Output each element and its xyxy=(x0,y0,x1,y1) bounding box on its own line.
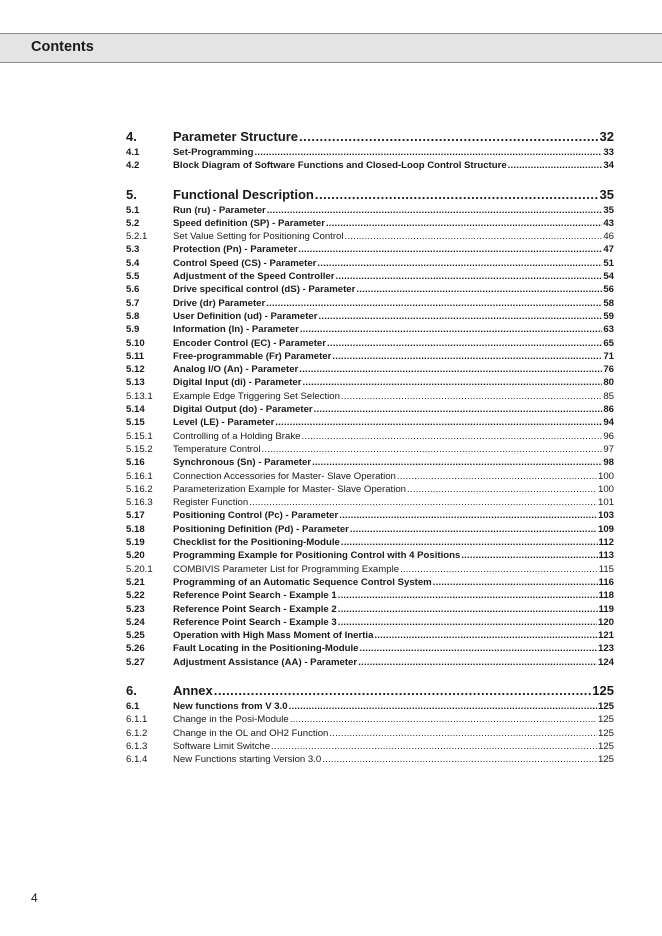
toc-entry[interactable] xyxy=(126,563,614,576)
toc-entry[interactable] xyxy=(126,713,614,726)
entry-page: 86 xyxy=(603,404,614,416)
entry-title: COMBIVIS Parameter List for Programming Example xyxy=(173,563,400,575)
entry-title: Change in the OL and OH2 Function xyxy=(173,727,329,739)
toc-entry[interactable] xyxy=(126,456,614,469)
toc-entry[interactable] xyxy=(126,217,614,230)
entry-number: 5.14 xyxy=(126,404,145,416)
entry-page: 85 xyxy=(603,390,614,402)
toc-entry[interactable] xyxy=(126,536,614,549)
entry-title: Programming of an Automatic Sequence Control System xyxy=(173,576,432,588)
entry-title: Change in the Posi-Module xyxy=(173,714,289,726)
toc-entry[interactable] xyxy=(126,443,614,456)
toc-entry[interactable] xyxy=(126,430,614,443)
dot-leader xyxy=(358,656,597,669)
entry-title: Operation with High Mass Moment of Inertia xyxy=(173,630,374,642)
entry-number: 5.23 xyxy=(126,603,145,615)
dot-leader xyxy=(350,523,597,536)
dot-leader xyxy=(338,589,598,602)
entry-number: 5.16 xyxy=(126,457,145,469)
entry-page: 65 xyxy=(603,337,614,349)
toc-section xyxy=(126,186,614,669)
page-title: Contents xyxy=(31,39,94,55)
dot-leader xyxy=(359,642,597,655)
dot-leader xyxy=(255,146,603,159)
dot-leader xyxy=(339,509,597,522)
entry-page: 100 xyxy=(597,483,614,495)
dot-leader xyxy=(341,536,598,549)
toc-entry[interactable] xyxy=(126,523,614,536)
dot-leader xyxy=(338,616,597,629)
entry-title: Functional Description xyxy=(173,186,314,202)
entry-title: Positioning Control (Pc) - Parameter xyxy=(173,510,339,522)
entry-title: Controlling of a Holding Brake xyxy=(173,430,301,442)
entry-page: 46 xyxy=(603,231,614,243)
entry-page: 123 xyxy=(597,643,614,655)
entry-page: 51 xyxy=(603,257,614,269)
dot-leader xyxy=(327,337,602,350)
toc-entry[interactable] xyxy=(126,549,614,562)
entry-page: 94 xyxy=(603,417,614,429)
toc-entry[interactable] xyxy=(126,740,614,753)
entry-page: 125 xyxy=(592,682,614,698)
entry-title: Analog I/O (An) - Parameter xyxy=(173,364,299,376)
entry-page: 35 xyxy=(603,204,614,216)
entry-number: 6.1.1 xyxy=(126,714,148,726)
entry-title: Positioning Definition (Pd) - Parameter xyxy=(173,523,349,535)
entry-title: Parameter Structure xyxy=(173,129,298,144)
dot-leader xyxy=(326,217,602,230)
entry-title: Speed definition (SP) - Parameter xyxy=(173,217,325,229)
entry-number: 5.4 xyxy=(126,257,140,269)
entry-title: Digital Output (do) - Parameter xyxy=(173,404,313,416)
dot-leader xyxy=(332,350,602,363)
dot-leader xyxy=(271,740,597,753)
entry-page: 116 xyxy=(598,576,614,588)
entry-page: 101 xyxy=(597,497,614,509)
dot-leader xyxy=(407,483,597,496)
dot-leader xyxy=(433,576,598,589)
toc-entry[interactable] xyxy=(126,283,614,296)
entry-page: 113 xyxy=(598,550,614,562)
dot-leader xyxy=(374,629,597,642)
entry-page: 118 xyxy=(598,590,614,602)
entry-page: 96 xyxy=(603,430,614,442)
entry-title: Set-Programming xyxy=(173,147,254,158)
dot-leader xyxy=(315,186,599,203)
entry-title: Block Diagram of Software Functions and Closed-Loop Control Structure xyxy=(173,160,507,172)
toc-entry[interactable] xyxy=(126,753,614,766)
entry-number: 5.10 xyxy=(126,337,145,349)
entry-title: Temperature Control xyxy=(173,443,261,455)
entry-title: Run (ru) - Parameter xyxy=(173,204,266,216)
entry-page: 120 xyxy=(597,616,614,628)
toc-chapter-heading[interactable] xyxy=(126,128,614,145)
entry-number: 5.15.1 xyxy=(126,430,153,442)
toc-entry[interactable] xyxy=(126,496,614,509)
entry-page: 115 xyxy=(598,563,614,575)
entry-number: 5.26 xyxy=(126,643,145,655)
entry-page: 125 xyxy=(597,740,614,752)
dot-leader xyxy=(290,713,597,726)
entry-title: Parameterization Example for Master- Slave Operation xyxy=(173,483,407,495)
toc-section xyxy=(126,682,614,766)
toc-entry[interactable] xyxy=(126,376,614,389)
entry-title: Set Value Setting for Positioning Control xyxy=(173,231,344,243)
entry-number: 5.5 xyxy=(126,271,140,283)
entry-title: Reference Point Search - Example 1 xyxy=(173,590,337,602)
dot-leader xyxy=(336,270,603,283)
dot-leader xyxy=(214,682,592,699)
entry-page: 34 xyxy=(603,160,614,172)
entry-page: 33 xyxy=(603,147,614,158)
entry-title: Reference Point Search - Example 3 xyxy=(173,616,337,628)
toc-entry[interactable] xyxy=(126,323,614,336)
entry-number: 5.17 xyxy=(126,510,145,522)
entry-number: 5.16.3 xyxy=(126,497,153,509)
entry-title: User Definition (ud) - Parameter xyxy=(173,310,318,322)
toc-entry[interactable] xyxy=(126,700,614,713)
dot-leader xyxy=(312,456,602,469)
entry-title: Encoder Control (EC) - Parameter xyxy=(173,337,326,349)
entry-page: 35 xyxy=(599,186,614,202)
entry-page: 54 xyxy=(603,271,614,283)
entry-page: 80 xyxy=(603,377,614,389)
dot-leader xyxy=(301,430,602,443)
toc-entry[interactable] xyxy=(126,470,614,483)
entry-page: 112 xyxy=(598,537,614,549)
entry-number: 6.1.4 xyxy=(126,754,148,766)
dot-leader xyxy=(344,230,602,243)
entry-page: 47 xyxy=(603,244,614,256)
entry-page: 125 xyxy=(597,754,614,766)
entry-title: Drive (dr) Parameter xyxy=(173,297,266,309)
entry-page: 109 xyxy=(597,523,614,535)
entry-number: 5.2 xyxy=(126,217,140,229)
toc-chapter-heading[interactable] xyxy=(126,682,614,699)
entry-number: 5.15.2 xyxy=(126,443,153,455)
entry-page: 32 xyxy=(599,129,614,144)
entry-title: Adjustment Assistance (AA) - Parameter xyxy=(173,656,358,668)
entry-title: Fault Locating in the Positioning-Module xyxy=(173,643,359,655)
toc-entry[interactable] xyxy=(126,416,614,429)
toc-entry[interactable] xyxy=(126,576,614,589)
entry-number: 5.12 xyxy=(126,364,145,376)
entry-title: Checklist for the Positioning-Module xyxy=(173,537,340,549)
entry-title: Connection Accessories for Master- Slave Operation xyxy=(173,470,396,482)
dot-leader xyxy=(275,416,602,429)
dot-leader xyxy=(338,603,598,616)
toc-entry[interactable] xyxy=(126,603,614,616)
entry-page: 103 xyxy=(597,510,614,522)
entry-title: Example Edge Triggering Set Selection xyxy=(173,390,340,402)
toc-entry[interactable] xyxy=(126,656,614,669)
dot-leader xyxy=(356,283,602,296)
toc-chapter-heading[interactable] xyxy=(126,186,614,203)
entry-number: 6. xyxy=(126,682,137,698)
entry-title: Level (LE) - Parameter xyxy=(173,417,275,429)
entry-title: New Functions starting Version 3.0 xyxy=(173,754,322,766)
entry-number: 4.2 xyxy=(126,160,140,172)
entry-number: 5.1 xyxy=(126,204,140,216)
entry-number: 6.1 xyxy=(126,700,140,712)
entry-number: 5.20 xyxy=(126,550,145,562)
entry-number: 5.27 xyxy=(126,656,145,668)
entry-number: 5.9 xyxy=(126,324,140,336)
entry-page: 63 xyxy=(603,324,614,336)
toc-entry[interactable] xyxy=(126,337,614,350)
entry-number: 5.13.1 xyxy=(126,390,153,402)
entry-number: 4.1 xyxy=(126,147,140,158)
entry-number: 5.2.1 xyxy=(126,231,148,243)
toc-entry[interactable] xyxy=(126,403,614,416)
entry-title: Register Function xyxy=(173,497,249,509)
entry-title: Software Limit Switche xyxy=(173,740,271,752)
entry-page: 125 xyxy=(597,700,614,712)
toc-entry[interactable] xyxy=(126,230,614,243)
dot-leader xyxy=(298,243,602,256)
toc-entry[interactable] xyxy=(126,146,614,159)
entry-number: 5. xyxy=(126,186,137,202)
dot-leader xyxy=(249,496,597,509)
entry-title: New functions from V 3.0 xyxy=(173,700,288,712)
dot-leader xyxy=(299,363,602,376)
entry-title: Drive specifical control (dS) - Parameter xyxy=(173,284,356,296)
entry-number: 5.22 xyxy=(126,590,145,602)
entry-title: Protection (Pn) - Parameter xyxy=(173,244,298,256)
toc-entry[interactable] xyxy=(126,350,614,363)
dot-leader xyxy=(341,390,602,403)
entry-number: 5.25 xyxy=(126,630,145,642)
entry-page: 121 xyxy=(597,630,614,642)
toc-entry[interactable] xyxy=(126,204,614,217)
dot-leader xyxy=(317,257,602,270)
toc-entry[interactable] xyxy=(126,483,614,496)
entry-page: 125 xyxy=(597,727,614,739)
entry-page: 119 xyxy=(598,603,614,615)
entry-title: Programming Example for Positioning Control with 4 Positions xyxy=(173,550,461,562)
entry-page: 97 xyxy=(603,443,614,455)
dot-leader xyxy=(314,403,603,416)
toc-entry[interactable] xyxy=(126,159,614,172)
toc-entry[interactable] xyxy=(126,243,614,256)
dot-leader xyxy=(329,727,597,740)
entry-page: 98 xyxy=(603,457,614,469)
toc-entry[interactable] xyxy=(126,727,614,740)
entry-number: 5.21 xyxy=(126,576,145,588)
dot-leader xyxy=(508,159,603,172)
entry-number: 5.6 xyxy=(126,284,140,296)
entry-title: Reference Point Search - Example 2 xyxy=(173,603,337,615)
toc-entry[interactable] xyxy=(126,310,614,323)
dot-leader xyxy=(302,376,602,389)
dot-leader xyxy=(318,310,602,323)
entry-title: Digital Input (di) - Parameter xyxy=(173,377,302,389)
entry-number: 5.3 xyxy=(126,244,140,256)
entry-number: 5.7 xyxy=(126,297,140,309)
entry-page: 56 xyxy=(603,284,614,296)
dot-leader xyxy=(261,443,602,456)
header-band xyxy=(0,33,662,63)
entry-title: Adjustment of the Speed Controller xyxy=(173,271,335,283)
dot-leader xyxy=(266,297,602,310)
table-of-contents xyxy=(126,128,614,779)
toc-section xyxy=(126,128,614,173)
dot-leader xyxy=(267,204,603,217)
toc-entry[interactable] xyxy=(126,363,614,376)
toc-entry[interactable] xyxy=(126,390,614,403)
entry-number: 5.8 xyxy=(126,310,140,322)
entry-number: 5.11 xyxy=(126,350,145,362)
dot-leader xyxy=(461,549,597,562)
toc-entry[interactable] xyxy=(126,270,614,283)
entry-page: 43 xyxy=(603,217,614,229)
toc-entry[interactable] xyxy=(126,629,614,642)
toc-entry[interactable] xyxy=(126,509,614,522)
entry-number: 5.13 xyxy=(126,377,145,389)
entry-title: Information (In) - Parameter xyxy=(173,324,299,336)
entry-number: 5.15 xyxy=(126,417,145,429)
entry-number: 5.16.2 xyxy=(126,483,153,495)
entry-number: 5.24 xyxy=(126,616,145,628)
dot-leader xyxy=(400,563,598,576)
entry-title: Control Speed (CS) - Parameter xyxy=(173,257,317,269)
entry-number: 5.19 xyxy=(126,537,145,549)
entry-title: Synchronous (Sn) - Parameter xyxy=(173,457,312,469)
entry-page: 100 xyxy=(597,470,614,482)
entry-page: 124 xyxy=(597,656,614,668)
entry-page: 58 xyxy=(603,297,614,309)
entry-number: 5.18 xyxy=(126,523,145,535)
dot-leader xyxy=(299,128,599,145)
entry-page: 59 xyxy=(603,310,614,322)
dot-leader xyxy=(300,323,603,336)
entry-number: 5.20.1 xyxy=(126,563,153,575)
toc-entry[interactable] xyxy=(126,589,614,602)
dot-leader xyxy=(322,753,597,766)
entry-number: 4. xyxy=(126,129,137,144)
entry-number: 6.1.2 xyxy=(126,727,148,739)
entry-page: 71 xyxy=(603,350,614,362)
entry-title: Annex xyxy=(173,682,213,698)
toc-entry[interactable] xyxy=(126,642,614,655)
dot-leader xyxy=(289,700,597,713)
toc-entry[interactable] xyxy=(126,257,614,270)
entry-title: Free-programmable (Fr) Parameter xyxy=(173,350,332,362)
entry-page: 76 xyxy=(603,364,614,376)
entry-number: 6.1.3 xyxy=(126,740,148,752)
toc-entry[interactable] xyxy=(126,616,614,629)
entry-number: 5.16.1 xyxy=(126,470,153,482)
dot-leader xyxy=(397,470,597,483)
toc-entry[interactable] xyxy=(126,297,614,310)
page-number: 4 xyxy=(31,891,38,905)
entry-page: 125 xyxy=(597,714,614,726)
